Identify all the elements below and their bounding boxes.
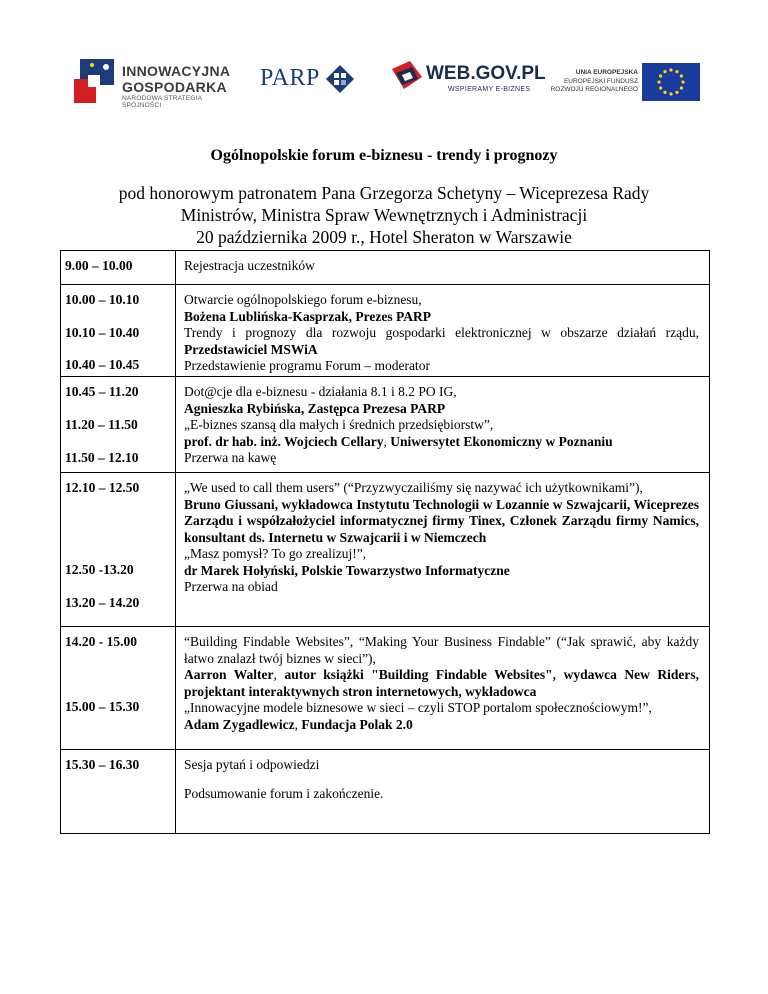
time-cell: [61, 377, 176, 473]
time-cell: [61, 251, 176, 285]
time-slot: 12.10 – 12.50: [65, 480, 140, 495]
session-text: Rejestracja uczestników: [184, 258, 315, 273]
web-gov-logo: [390, 55, 546, 107]
parp-emblem-icon: [326, 65, 354, 93]
subtitle-line1: pod honorowym patronatem Pana Grzegorza Schetyny – Wiceprezesa Rady: [118, 183, 650, 203]
time-slot: 10.45 – 11.20: [65, 384, 139, 399]
time-cell: [61, 473, 176, 627]
session-text: „We used to call them users” (“Przyzwyczailiśmy się nazywać ich użytkownikami”),: [184, 480, 643, 495]
time-slot: 11.20 – 11.50: [65, 417, 138, 432]
session-text: Przerwa na kawę: [184, 450, 277, 465]
desc-cell: [176, 750, 710, 834]
session-text: Przerwa na obiad: [184, 579, 278, 594]
session-text: Podsumowanie forum i zakończenie.: [184, 785, 384, 801]
speaker-description: autor książki "Building Findable Websites", wydawca New Riders, projektant interaktywnych stron internetowych, wykładowca: [184, 667, 699, 699]
desc-cell: [176, 251, 710, 285]
time-slot: 10.10 – 10.40: [65, 325, 140, 340]
web-gov-emblem-icon: [390, 59, 424, 93]
time-slot: 15.00 – 15.30: [65, 699, 140, 714]
subtitle-line2: Ministrów, Ministra Spraw Wewnętrznych i Administracji: [180, 205, 588, 225]
table-row: [61, 251, 710, 285]
schedule-table: [60, 250, 710, 834]
speaker-text: Agnieszka Rybińska, Zastępca Prezesa PARP: [184, 400, 446, 416]
time-slot: 11.50 – 12.10: [65, 450, 139, 465]
speaker-text: Bożena Lublińska-Kasprzak, Prezes PARP: [184, 308, 432, 324]
parp-logo: [260, 55, 350, 107]
affiliation-text: Fundacja Polak 2.0: [301, 716, 413, 732]
separator-text: ,: [294, 716, 302, 732]
session-text: Dot@cje dla e-biznesu - działania 8.1 i 8.2 PO IG,: [184, 384, 457, 399]
speaker-text: Przedstawiciel MSWiA: [184, 341, 318, 357]
separator-text: ,: [383, 433, 391, 449]
time-slot: 15.30 – 16.30: [65, 757, 140, 772]
ig-line2: GOSPODARKA: [122, 79, 227, 95]
subtitle-line3: 20 października 2009 r., Hotel Sheraton w Warszawie: [196, 227, 572, 247]
speaker-text: Aarron Walter: [184, 667, 274, 682]
ig-emblem-icon: [70, 55, 118, 107]
time-slot: 14.20 - 15.00: [65, 634, 137, 649]
time-slot: 10.00 – 10.10: [65, 292, 140, 307]
table-row: [61, 285, 710, 377]
time-cell: [61, 750, 176, 834]
time-slot: 13.20 – 14.20: [65, 595, 140, 610]
session-text: „Innowacyjne modele biznesowe w sieci – czyli STOP portalom społecznościowym!”,: [184, 700, 652, 715]
table-row: [61, 750, 710, 834]
speaker-text: prof. dr hab. inż. Wojciech Cellary: [184, 433, 384, 449]
ig-line1: INNOWACYJNA: [122, 63, 231, 79]
desc-cell: [176, 627, 710, 750]
eu-line3: ROZWOJU REGIONALNEGO: [550, 86, 638, 93]
session-text: Sesja pytań i odpowiedzi: [184, 757, 320, 772]
eu-flag-icon: [642, 63, 700, 101]
document-title: Ogólnopolskie forum e-biznesu - trendy i prognozy: [210, 147, 558, 164]
time-cell: [61, 285, 176, 377]
speaker-text: dr Marek Hołyński, Polskie Towarzystwo Informatyczne: [184, 562, 510, 578]
document-subtitle: [80, 182, 688, 248]
desc-cell: [176, 377, 710, 473]
table-row: [61, 627, 710, 750]
time-slot: 9.00 – 10.00: [65, 258, 133, 273]
time-slot: 12.50 -13.20: [65, 562, 134, 577]
session-text: Otwarcie ogólnopolskiego forum e-biznesu,: [184, 292, 422, 307]
speaker-text: Adam Zygadlewicz: [184, 716, 295, 732]
table-row: [61, 377, 710, 473]
time-slot: 10.40 – 10.45: [65, 357, 140, 372]
session-text: „E-biznes szansą dla małych i średnich przedsiębiorstw”,: [184, 417, 494, 432]
table-row: [61, 473, 710, 627]
eu-logo: [550, 55, 710, 107]
affiliation-text: Uniwersytet Ekonomiczny w Poznaniu: [390, 433, 613, 449]
desc-cell: [176, 285, 710, 377]
desc-cell: [176, 473, 710, 627]
web-gov-subtext: WSPIERAMY E-BIZNES: [448, 86, 531, 93]
separator-text: ,: [273, 667, 285, 682]
parp-text: PARP: [260, 65, 320, 91]
session-text: Przedstawienie programu Forum – moderator: [184, 358, 430, 373]
web-gov-text: WEB.GOV.PL: [426, 63, 546, 84]
session-text: „Masz pomysł? To go zrealizuj!”,: [184, 546, 367, 561]
logo-strip: [60, 55, 710, 107]
time-cell: [61, 627, 176, 750]
eu-line1: UNIA EUROPEJSKA: [575, 69, 638, 76]
session-text: “Building Findable Websites”, “Making Your Business Findable” (“Jak sprawić, aby każdy łatwo znalazł twój biznes w sieci”),: [184, 634, 699, 666]
eu-line2: EUROPEJSKI FUNDUSZ: [563, 78, 638, 85]
speaker-text: Bruno Giussani, wykładowca Instytutu Technologii w Lozannie w Szwajcarii, Wiceprezes Zarządu i współzałożyciel informatycznej firmy Tinex, Członek Zarządu firmy Namics, konsultant ds. Internetu w Szwajcarii i w Niemczech: [184, 496, 699, 545]
innowacyjna-gospodarka-logo: [70, 55, 240, 107]
session-text: Trendy i prognozy dla rozwoju gospodarki elektronicznej w obszarze działań rządu,: [184, 325, 699, 340]
ig-line3: NARODOWA STRATEGIA SPÓJNOŚCI: [122, 95, 202, 109]
